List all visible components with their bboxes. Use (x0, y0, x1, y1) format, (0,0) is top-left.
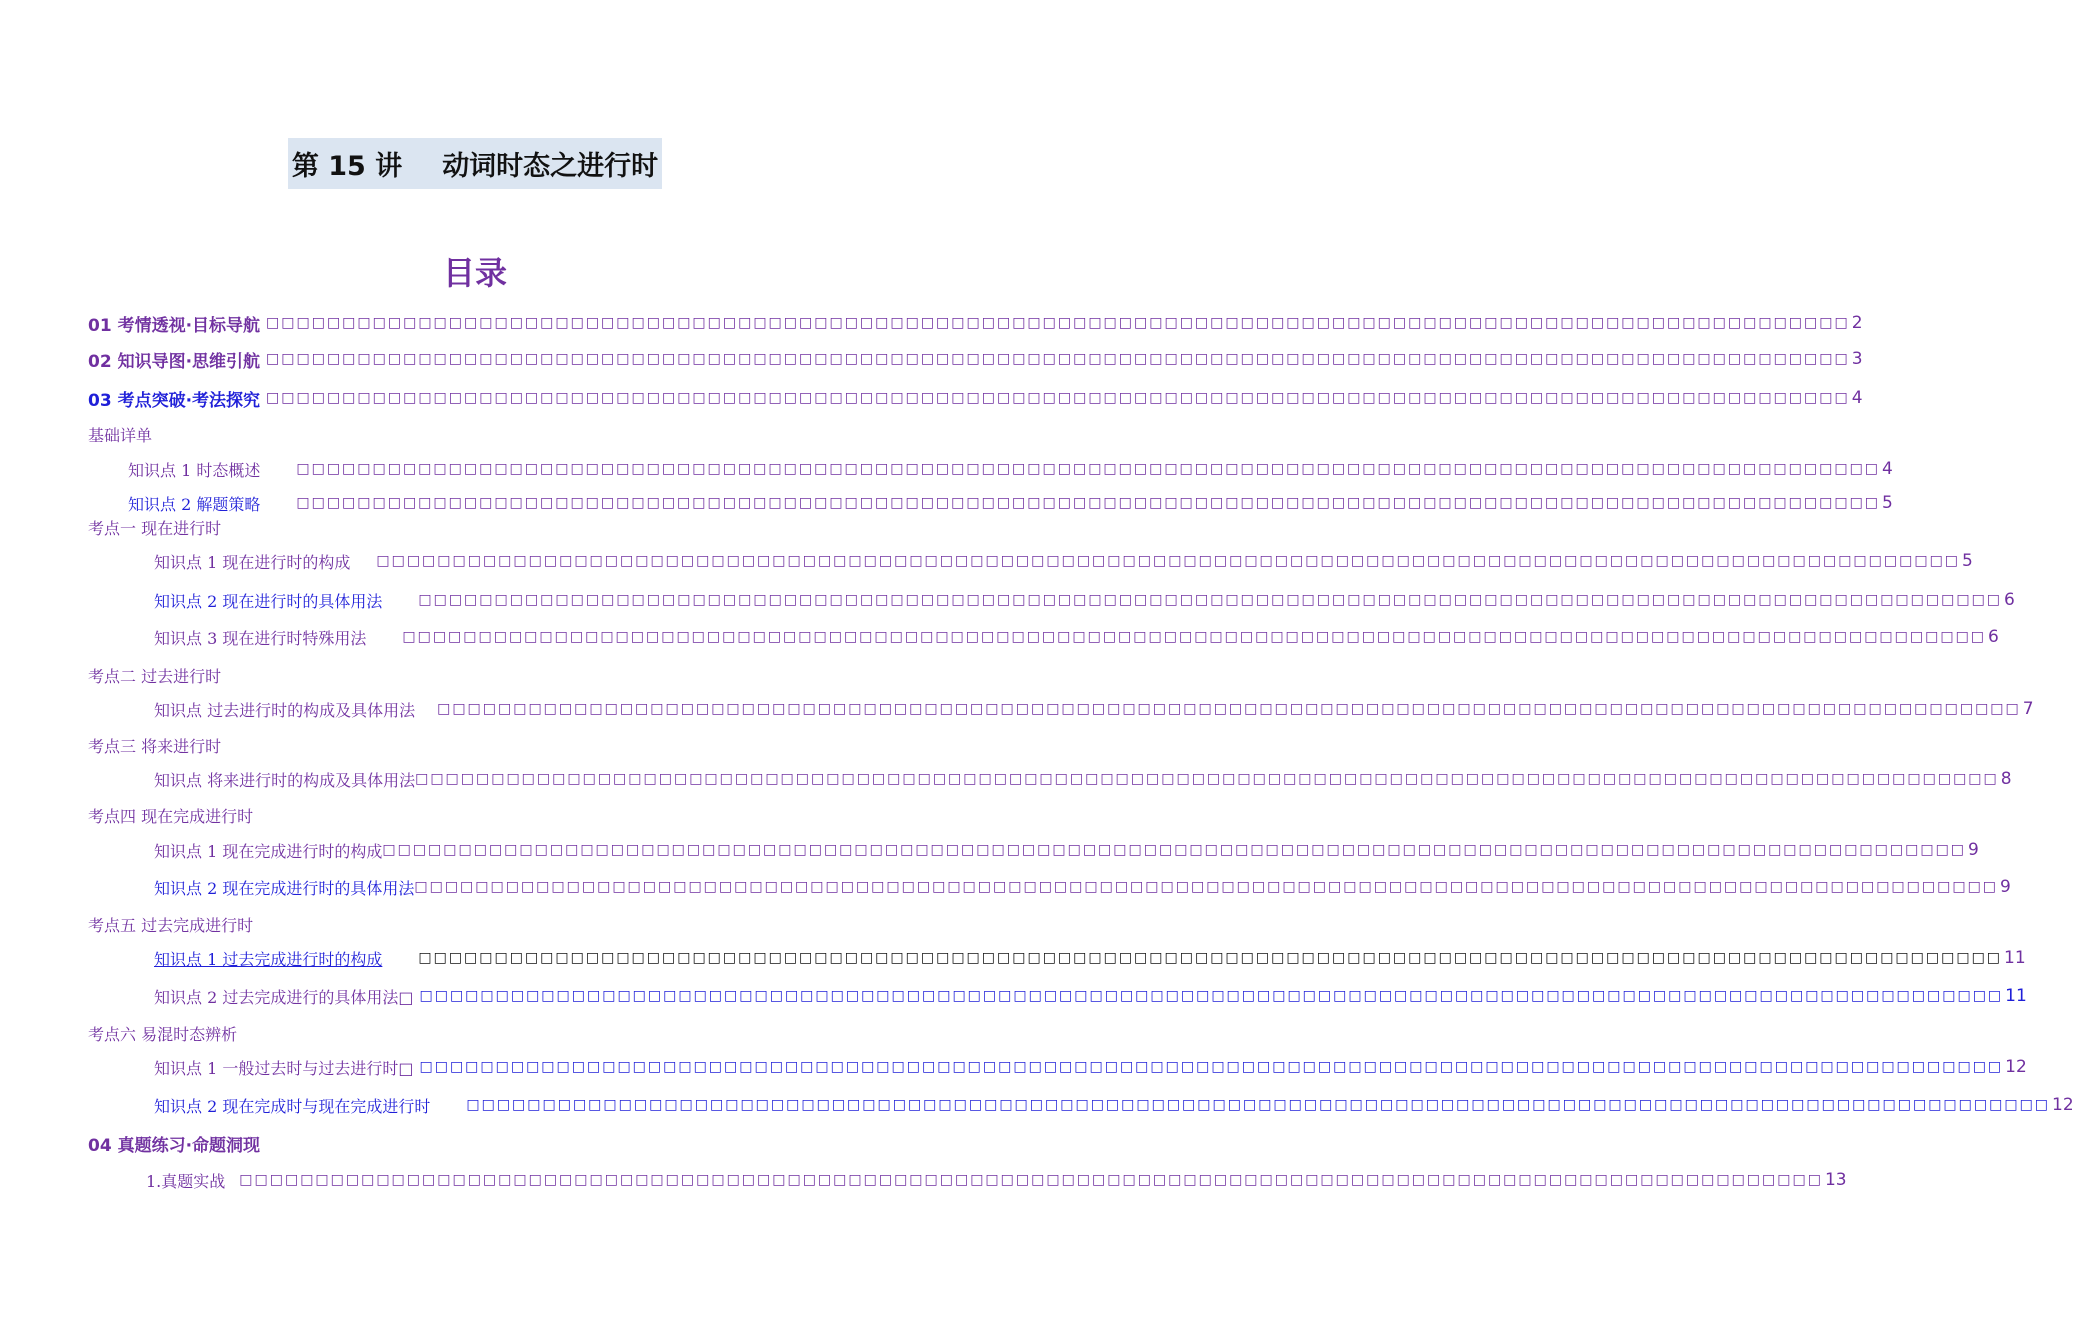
toc-leader: □□□□□□□□□□□□□□□□□□□□□□□□□□□□□□□□□□□□□□□□□□□□□□□□□□□□□□□□□□□□□□□□□□□□□□□□□□□□□□□□□□□□□□□□□□□□□□□□□□□□□□□□ (266, 390, 1850, 406)
toc-page: 3 (1851, 349, 1863, 369)
toc-page: 12 (2052, 1095, 2074, 1115)
toc-page: 5 (1882, 493, 1893, 513)
toc-label: 考点二 过去进行时 (88, 666, 222, 686)
toc-leader: □□□□□□□□□□□□□□□□□□□□□□□□□□□□□□□□□□□□□□□□□□□□□□□□□□□□□□□□□□□□□□□□□□□□□□□□□□□□□□□□□□□□□□□□□□□□□□□□□□□□□□□□ (419, 988, 2004, 1004)
toc-leader: □□□□□□□□□□□□□□□□□□□□□□□□□□□□□□□□□□□□□□□□□□□□□□□□□□□□□□□□□□□□□□□□□□□□□□□□□□□□□□□□□□□□□□□□□□□□□□□□□□□□□□□□ (239, 1172, 1823, 1188)
toc-section-basics (0, 419, 950, 449)
toc-section-2 (0, 660, 950, 690)
toc-leader: □□□□□□□□□□□□□□□□□□□□□□□□□□□□□□□□□□□□□□□□□□□□□□□□□□□□□□□□□□□□□□□□□□□□□□□□□□□□□□□□□□□□□□□□□□□□□□□□□□□□□□□□ (437, 701, 2021, 717)
toc-label: 考点四 现在完成进行时 (88, 806, 254, 826)
toc-page: 11 (2004, 948, 2026, 968)
toc-entry-17[interactable] (0, 1165, 1847, 1195)
toc-leader: □□□□□□□□□□□□□□□□□□□□□□□□□□□□□□□□□□□□□□□□□□□□□□□□□□□□□□□□□□□□□□□□□□□□□□□□□□□□□□□□□□□□□□□□□□□□□□□□□□□□□□□□ (418, 592, 2003, 608)
toc-label: 基础详单 (88, 425, 153, 445)
toc-entry-6[interactable] (0, 546, 1973, 576)
toc-label: 考点六 易混时态辨析 (88, 1024, 238, 1044)
toc-leader: □□□□□□□□□□□□□□□□□□□□□□□□□□□□□□□□□□□□□□□□□□□□□□□□□□□□□□□□□□□□□□□□□□□□□□□□□□□□□□□□□□□□□□□□□□□□□□□□□□□□□□□□ (296, 461, 1881, 477)
toc-label: 考点五 过去完成进行时 (88, 915, 254, 935)
toc-label: 考点一 现在进行时 (88, 518, 222, 538)
toc-entry-16[interactable] (0, 1090, 2074, 1120)
toc-entry-4[interactable] (0, 454, 1893, 484)
toc-leader: □□□□□□□□□□□□□□□□□□□□□□□□□□□□□□□□□□□□□□□□□□□□□□□□□□□□□□□□□□□□□□□□□□□□□□□□□□□□□□□□□□□□□□□□□□□□□□□□□□□□□□□□ (419, 1059, 2004, 1075)
toc-label: 知识点 2 解题策略 (128, 494, 261, 514)
toc-entry-10[interactable] (0, 764, 2012, 794)
toc-page: 13 (1824, 1170, 1847, 1190)
lecture-title-box (288, 138, 662, 189)
toc-leader: □□□□□□□□□□□□□□□□□□□□□□□□□□□□□□□□□□□□□□□□□□□□□□□□□□□□□□□□□□□□□□□□□□□□□□□□□□□□□□□□□□□□□□□□□□□□□□□□□□□□□□□□ (376, 553, 1961, 569)
toc-leader: □□□□□□□□□□□□□□□□□□□□□□□□□□□□□□□□□□□□□□□□□□□□□□□□□□□□□□□□□□□□□□□□□□□□□□□□□□□□□□□□□□□□□□□□□□□□□□□□□□□□□□□□ (296, 495, 1881, 511)
toc-page: 2 (1851, 313, 1863, 333)
document-title (0, 138, 950, 189)
toc-label: 知识点 将来进行时的构成及具体用法 (154, 770, 416, 790)
toc-entry-7[interactable] (0, 585, 2015, 615)
toc-leader: □□□□□□□□□□□□□□□□□□□□□□□□□□□□□□□□□□□□□□□□□□□□□□□□□□□□□□□□□□□□□□□□□□□□□□□□□□□□□□□□□□□□□□□□□□□□□□□□□□□□□□□□ (266, 315, 1850, 331)
toc-page: 7 (2022, 699, 2034, 719)
toc-entry-2[interactable] (0, 344, 1863, 374)
toc-label: 知识点 1 时态概述 (128, 460, 261, 480)
toc-entry-13[interactable] (0, 943, 2026, 973)
toc-entry-12[interactable] (0, 872, 2011, 902)
lecture-topic: 动词时态之进行时 (442, 151, 659, 182)
toc-heading: 目录 (442, 254, 507, 292)
toc-page: 8 (2000, 769, 2012, 789)
toc-entry-11[interactable] (0, 835, 1979, 865)
toc-label: 02 知识导图·思维引航 (88, 351, 261, 372)
toc-section-1 (0, 512, 950, 542)
toc-page: 4 (1851, 388, 1863, 408)
toc-page: 5 (1962, 551, 1973, 571)
toc-leader: □□□□□□□□□□□□□□□□□□□□□□□□□□□□□□□□□□□□□□□□□□□□□□□□□□□□□□□□□□□□□□□□□□□□□□□□□□□□□□□□□□□□□□□□□□□□□□□□□□□□□□□□ (415, 771, 1999, 787)
toc-page: 9 (2000, 877, 2011, 897)
lecture-number: 第 15 讲 (291, 151, 403, 182)
toc-leader: □□□□□□□□□□□□□□□□□□□□□□□□□□□□□□□□□□□□□□□□□□□□□□□□□□□□□□□□□□□□□□□□□□□□□□□□□□□□□□□□□□□□□□□□□□□□□□□□□□□□□□□□ (402, 629, 1987, 645)
toc-section-4 (0, 800, 950, 830)
toc-label: 03 考点突破·考法探究 (88, 390, 261, 411)
toc-label: 1.真题实战 (146, 1171, 226, 1191)
toc-leader: □□□□□□□□□□□□□□□□□□□□□□□□□□□□□□□□□□□□□□□□□□□□□□□□□□□□□□□□□□□□□□□□□□□□□□□□□□□□□□□□□□□□□□□□□□□□□□□□□□□□□□□□ (266, 351, 1850, 367)
toc-entry-1[interactable] (0, 308, 1863, 338)
toc-entry-14[interactable] (0, 981, 2027, 1011)
toc-page: 4 (1882, 459, 1893, 479)
toc-label: 知识点 2 现在进行时的具体用法 (154, 591, 383, 611)
toc-label: 知识点 1 现在进行时的构成 (154, 552, 351, 572)
toc-entry-3[interactable] (0, 383, 1863, 413)
toc-label: 知识点 1 一般过去时与过去进行时□ (154, 1058, 414, 1078)
toc-label: 04 真题练习·命题洞现 (88, 1135, 261, 1156)
toc-section-5 (0, 909, 950, 939)
toc-page: 6 (1988, 627, 1999, 647)
toc-label: 知识点 1 现在完成进行时的构成 (154, 841, 383, 861)
toc-leader: □□□□□□□□□□□□□□□□□□□□□□□□□□□□□□□□□□□□□□□□□□□□□□□□□□□□□□□□□□□□□□□□□□□□□□□□□□□□□□□□□□□□□□□□□□□□□□□□□□□□□□□□ (418, 950, 2003, 966)
toc-label: 知识点 2 过去完成进行的具体用法□ (154, 987, 414, 1007)
toc-label: 01 考情透视·目标导航 (88, 315, 261, 336)
toc-page: 12 (2005, 1057, 2027, 1077)
toc-leader: □□□□□□□□□□□□□□□□□□□□□□□□□□□□□□□□□□□□□□□□□□□□□□□□□□□□□□□□□□□□□□□□□□□□□□□□□□□□□□□□□□□□□□□□□□□□□□□□□□□□□□□□ (466, 1097, 2051, 1113)
toc-page: 9 (1968, 840, 1979, 860)
toc-page: 11 (2005, 986, 2027, 1006)
toc-label: 知识点 2 现在完成进行时的具体用法 (154, 878, 415, 898)
toc-page: 6 (2004, 590, 2015, 610)
toc-link[interactable]: 知识点 1 过去完成进行时的构成 (154, 949, 383, 969)
toc-label: 知识点 3 现在进行时特殊用法 (154, 628, 367, 648)
toc-entry-15[interactable] (0, 1052, 2027, 1082)
toc-label: 考点三 将来进行时 (88, 736, 222, 756)
toc-section-6 (0, 1018, 950, 1048)
toc-entry-9[interactable] (0, 694, 2034, 724)
toc-label: 知识点 过去进行时的构成及具体用法 (154, 700, 416, 720)
toc-leader: □□□□□□□□□□□□□□□□□□□□□□□□□□□□□□□□□□□□□□□□□□□□□□□□□□□□□□□□□□□□□□□□□□□□□□□□□□□□□□□□□□□□□□□□□□□□□□□□□□□□□□□□ (382, 842, 1967, 858)
toc-label: 知识点 2 现在完成时与现在完成进行时 (154, 1096, 431, 1116)
toc-leader: □□□□□□□□□□□□□□□□□□□□□□□□□□□□□□□□□□□□□□□□□□□□□□□□□□□□□□□□□□□□□□□□□□□□□□□□□□□□□□□□□□□□□□□□□□□□□□□□□□□□□□□□ (414, 879, 1999, 895)
toc-section-exam (0, 1128, 950, 1158)
toc-section-3 (0, 730, 950, 760)
toc-entry-8[interactable] (0, 622, 1999, 652)
